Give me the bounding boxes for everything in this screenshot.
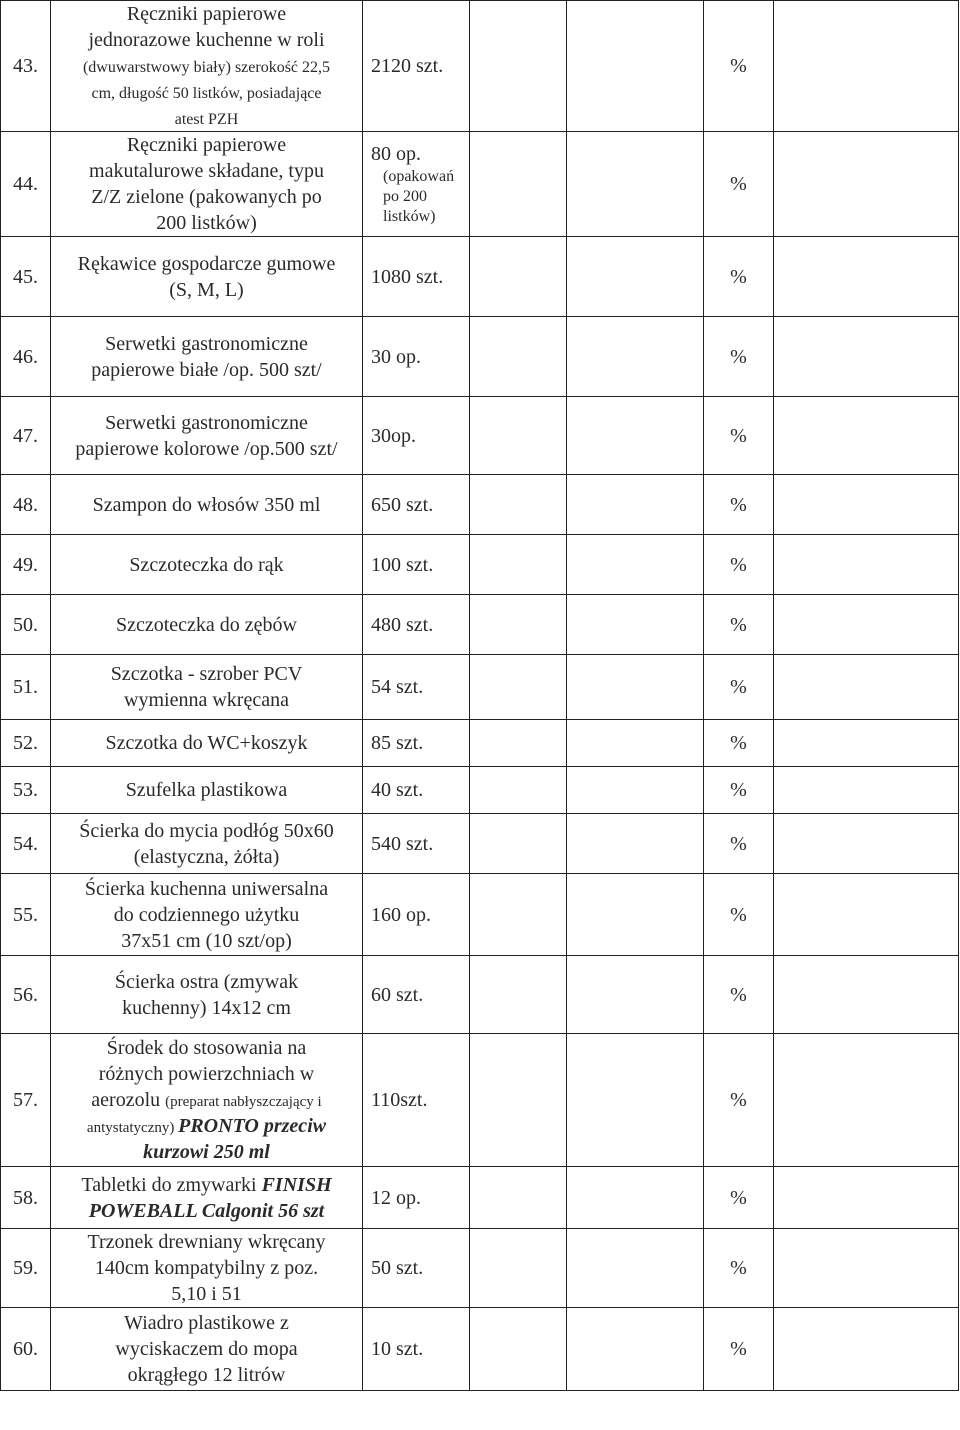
gross-value-cell[interactable] (774, 237, 959, 317)
description-text: Ścierka kuchenna uniwersalna (84, 877, 329, 900)
net-value-cell[interactable] (567, 720, 704, 767)
description-line (55, 436, 358, 462)
item-number: 58. (1, 1167, 51, 1229)
description-line (55, 818, 358, 844)
unit-price-cell[interactable] (470, 237, 567, 317)
item-quantity (363, 655, 470, 720)
quantity-value: 1080 szt. (371, 265, 444, 288)
net-value-cell[interactable] (567, 132, 704, 237)
description-text: makutalurowe składane, typu (89, 160, 324, 182)
quantity-value: 100 szt. (371, 553, 434, 576)
quantity-value: 60 szt. (371, 983, 424, 1006)
description-line (55, 492, 358, 518)
vat-percent: % (704, 874, 774, 956)
table-row (1, 397, 959, 475)
net-value-cell[interactable] (567, 814, 704, 874)
unit-price-cell[interactable] (470, 397, 567, 475)
vat-percent: % (704, 535, 774, 595)
description-text: Szczotka do WC+koszyk (105, 732, 308, 754)
gross-value-cell[interactable] (774, 132, 959, 237)
description-text: Tabletki do zmywarki (81, 1173, 262, 1196)
item-quantity (363, 1308, 470, 1391)
item-description (51, 475, 363, 535)
description-text: do codziennego użytku (113, 903, 300, 926)
gross-value-cell[interactable] (774, 317, 959, 397)
item-quantity (363, 874, 470, 956)
item-number: 60. (1, 1308, 51, 1391)
net-value-cell[interactable] (567, 397, 704, 475)
unit-price-cell[interactable] (470, 1308, 567, 1391)
description-text: Ręczniki papierowe (126, 134, 287, 156)
item-quantity (363, 317, 470, 397)
description-text: okrągłego 12 litrów (127, 1364, 286, 1386)
description-text: Serwetki gastronomiczne (105, 332, 308, 355)
vat-percent: % (704, 475, 774, 535)
item-description (51, 397, 363, 475)
vat-percent: % (704, 595, 774, 655)
description-text: kuchenny) 14x12 cm (122, 996, 291, 1019)
unit-price-cell[interactable] (470, 1, 567, 132)
description-text: atest PZH (174, 111, 239, 128)
table-row (1, 1308, 959, 1391)
item-number: 50. (1, 595, 51, 655)
item-description (51, 317, 363, 397)
item-number: 51. (1, 655, 51, 720)
gross-value-cell[interactable] (774, 1167, 959, 1229)
description-text: Wiadro plastikowe z (124, 1312, 289, 1334)
item-description (51, 874, 363, 956)
quantity-value: 50 szt. (371, 1257, 424, 1279)
vat-percent: % (704, 956, 774, 1034)
description-line (55, 777, 358, 803)
description-text: (elastyczna, żółta) (133, 845, 280, 868)
vat-percent: % (704, 237, 774, 317)
unit-price-cell[interactable] (470, 720, 567, 767)
description-line (55, 1139, 358, 1165)
description-text: różnych powierzchniach w (98, 1063, 315, 1085)
item-quantity (363, 397, 470, 475)
vat-percent: % (704, 767, 774, 814)
description-line (55, 331, 358, 357)
description-line (55, 1362, 358, 1388)
gross-value-cell[interactable] (774, 1034, 959, 1167)
description-text: papierowe kolorowe /op.500 szt/ (75, 437, 338, 460)
item-number: 56. (1, 956, 51, 1034)
description-text: FINISH (261, 1173, 332, 1196)
gross-value-cell[interactable] (774, 874, 959, 956)
vat-percent: % (704, 1, 774, 132)
table-row (1, 1167, 959, 1229)
table-row (1, 132, 959, 237)
table-row (1, 595, 959, 655)
item-description (51, 1229, 363, 1308)
unit-price-cell[interactable] (470, 595, 567, 655)
description-line (55, 1229, 358, 1255)
table-row (1, 237, 959, 317)
quantity-note: po 200 (383, 188, 427, 205)
quantity-value: 80 op. (371, 143, 421, 165)
gross-value-cell[interactable] (774, 535, 959, 595)
item-number: 48. (1, 475, 51, 535)
item-number: 46. (1, 317, 51, 397)
quantity-value: 30 op. (371, 345, 421, 368)
item-quantity (363, 475, 470, 535)
unit-price-cell[interactable] (470, 1229, 567, 1308)
description-text: wyciskaczem do mopa (115, 1338, 298, 1360)
description-line (55, 876, 358, 902)
table-row (1, 535, 959, 595)
item-number: 59. (1, 1229, 51, 1308)
description-line (55, 1172, 358, 1198)
description-line (55, 357, 358, 383)
quantity-note: (opakowań (383, 168, 455, 185)
table-row (1, 814, 959, 874)
description-text: POWEBALL Calgonit 56 szt (88, 1199, 325, 1222)
description-line (55, 410, 358, 436)
gross-value-cell[interactable] (774, 655, 959, 720)
item-number: 44. (1, 132, 51, 237)
description-text: Szampon do włosów 350 ml (92, 493, 321, 516)
net-value-cell[interactable] (567, 475, 704, 535)
description-line (55, 105, 358, 131)
unit-price-cell[interactable] (470, 132, 567, 237)
vat-percent: % (704, 1167, 774, 1229)
description-text: kurzowi 250 ml (143, 1141, 270, 1163)
item-quantity (363, 1229, 470, 1308)
item-number: 45. (1, 237, 51, 317)
item-quantity (363, 720, 470, 767)
description-text: 37x51 cm (10 szt/op) (121, 929, 292, 952)
description-line (55, 844, 358, 870)
description-line (55, 661, 358, 687)
description-line (55, 210, 358, 236)
unit-price-cell[interactable] (470, 767, 567, 814)
description-line (55, 251, 358, 277)
item-description (51, 1034, 363, 1167)
description-text: Szufelka plastikowa (125, 779, 288, 801)
table-row (1, 317, 959, 397)
unit-price-cell[interactable] (470, 535, 567, 595)
table-row (1, 767, 959, 814)
description-line (55, 1255, 358, 1281)
description-line (55, 1, 358, 27)
item-quantity (363, 595, 470, 655)
gross-value-cell[interactable] (774, 475, 959, 535)
item-number: 54. (1, 814, 51, 874)
table-row (1, 475, 959, 535)
description-line (55, 552, 358, 578)
item-quantity (363, 237, 470, 317)
gross-value-cell[interactable] (774, 1229, 959, 1308)
item-description (51, 720, 363, 767)
quantity-value: 12 op. (371, 1186, 421, 1209)
vat-percent: % (704, 397, 774, 475)
description-text: (dwuwarstwowy biały) szerokość 22,5 (82, 59, 331, 76)
item-number: 52. (1, 720, 51, 767)
description-line (55, 132, 358, 158)
item-description (51, 1167, 363, 1229)
unit-price-cell[interactable] (470, 317, 567, 397)
unit-price-cell[interactable] (470, 655, 567, 720)
gross-value-cell[interactable] (774, 956, 959, 1034)
unit-price-cell[interactable] (470, 1167, 567, 1229)
gross-value-cell[interactable] (774, 814, 959, 874)
item-quantity (363, 814, 470, 874)
item-quantity (363, 535, 470, 595)
quantity-value: 54 szt. (371, 676, 424, 698)
gross-value-cell[interactable] (774, 1, 959, 132)
description-text: Ścierka do mycia podłóg 50x60 (79, 819, 334, 842)
quantity-value: 85 szt. (371, 732, 424, 754)
net-value-cell[interactable] (567, 767, 704, 814)
unit-price-cell[interactable] (470, 874, 567, 956)
item-number: 47. (1, 397, 51, 475)
description-line (55, 1061, 358, 1087)
item-quantity (363, 1, 470, 132)
description-line (55, 53, 358, 79)
item-description (51, 1308, 363, 1391)
net-value-cell[interactable] (567, 317, 704, 397)
unit-price-cell[interactable] (470, 956, 567, 1034)
vat-percent: % (704, 720, 774, 767)
quantity-value: 160 op. (371, 903, 431, 926)
net-value-cell[interactable] (567, 1229, 704, 1308)
description-text: Szczotka - szrober PCV (110, 663, 303, 685)
vat-percent: % (704, 1229, 774, 1308)
item-number: 43. (1, 1, 51, 132)
gross-value-cell[interactable] (774, 1308, 959, 1391)
description-text: 5,10 i 51 (171, 1283, 242, 1305)
gross-value-cell[interactable] (774, 595, 959, 655)
item-quantity (363, 1034, 470, 1167)
gross-value-cell[interactable] (774, 397, 959, 475)
quantity-value: 10 szt. (371, 1338, 424, 1360)
item-number: 49. (1, 535, 51, 595)
description-text: wymienna wkręcana (124, 689, 289, 711)
item-quantity (363, 956, 470, 1034)
description-line (55, 1113, 358, 1139)
description-line (55, 1336, 358, 1362)
description-line (55, 995, 358, 1021)
description-line (55, 969, 358, 995)
description-line (55, 1198, 358, 1224)
table-row (1, 956, 959, 1034)
description-text: Ręczniki papierowe (126, 3, 287, 25)
quantity-value: 110szt. (371, 1089, 428, 1111)
net-value-cell[interactable] (567, 1167, 704, 1229)
quantity-value: 540 szt. (371, 832, 434, 855)
description-line (55, 277, 358, 303)
description-line (55, 730, 358, 756)
description-line (55, 79, 358, 105)
description-text: papierowe białe /op. 500 szt/ (91, 358, 322, 381)
vat-percent: % (704, 1308, 774, 1391)
unit-price-cell[interactable] (470, 475, 567, 535)
item-quantity (363, 1167, 470, 1229)
description-text: Szczoteczka do zębów (115, 613, 297, 636)
description-text: (S, M, L) (169, 278, 244, 301)
net-value-cell[interactable] (567, 1034, 704, 1167)
item-description (51, 132, 363, 237)
description-line (55, 158, 358, 184)
description-text: PRONTO przeciw (178, 1115, 327, 1137)
table-row (1, 1229, 959, 1308)
vat-percent: % (704, 814, 774, 874)
description-line (55, 1035, 358, 1061)
net-value-cell[interactable] (567, 1, 704, 132)
table-row (1, 874, 959, 956)
description-text: Z/Z zielone (pakowanych po (91, 186, 322, 208)
table-row (1, 1, 959, 132)
description-line (55, 902, 358, 928)
description-text: aerozolu (91, 1089, 166, 1111)
description-line (55, 1310, 358, 1336)
description-line (55, 687, 358, 713)
item-description (51, 956, 363, 1034)
item-description (51, 535, 363, 595)
item-description (51, 1, 363, 132)
quantity-value: 40 szt. (371, 779, 424, 801)
quantity-value: 650 szt. (371, 493, 434, 516)
item-description (51, 655, 363, 720)
net-value-cell[interactable] (567, 874, 704, 956)
gross-value-cell[interactable] (774, 767, 959, 814)
item-description (51, 767, 363, 814)
item-quantity (363, 767, 470, 814)
description-line (55, 612, 358, 638)
description-text: Ścierka ostra (zmywak (114, 970, 299, 993)
table-row (1, 1034, 959, 1167)
gross-value-cell[interactable] (774, 720, 959, 767)
net-value-cell[interactable] (567, 1308, 704, 1391)
unit-price-cell[interactable] (470, 814, 567, 874)
description-text: 140cm kompatybilny z poz. (94, 1257, 319, 1279)
item-description (51, 814, 363, 874)
item-number: 57. (1, 1034, 51, 1167)
item-description (51, 237, 363, 317)
description-text: 200 listków) (156, 212, 257, 234)
item-quantity (363, 132, 470, 237)
vat-percent: % (704, 317, 774, 397)
description-line (55, 928, 358, 954)
description-text: Szczoteczka do rąk (129, 553, 284, 576)
net-value-cell[interactable] (567, 595, 704, 655)
description-text: (preparat nabłyszczający i (165, 1094, 322, 1110)
vat-percent: % (704, 655, 774, 720)
unit-price-cell[interactable] (470, 1034, 567, 1167)
vat-percent: % (704, 132, 774, 237)
description-line (55, 184, 358, 210)
vat-percent: % (704, 1034, 774, 1167)
item-description (51, 595, 363, 655)
items-table-body (1, 1, 959, 1391)
description-line (55, 27, 358, 53)
net-value-cell[interactable] (567, 655, 704, 720)
description-text: Serwetki gastronomiczne (105, 411, 308, 434)
quantity-note: listków) (383, 208, 436, 225)
description-text: Środek do stosowania na (106, 1037, 307, 1059)
description-text: cm, długość 50 listków, posiadające (91, 85, 322, 102)
net-value-cell[interactable] (567, 956, 704, 1034)
quantity-value: 2120 szt. (371, 55, 444, 77)
description-line (55, 1087, 358, 1113)
item-number: 53. (1, 767, 51, 814)
net-value-cell[interactable] (567, 535, 704, 595)
description-text: antystatyczny) (86, 1120, 179, 1136)
quantity-value: 480 szt. (371, 613, 434, 636)
description-text: jednorazowe kuchenne w roli (88, 29, 325, 51)
item-number: 55. (1, 874, 51, 956)
description-text: Trzonek drewniany wkręcany (87, 1231, 326, 1253)
table-row (1, 720, 959, 767)
table-row (1, 655, 959, 720)
net-value-cell[interactable] (567, 237, 704, 317)
description-text: Rękawice gospodarcze gumowe (77, 252, 336, 275)
quantity-value: 30op. (371, 424, 416, 447)
description-line (55, 1281, 358, 1307)
